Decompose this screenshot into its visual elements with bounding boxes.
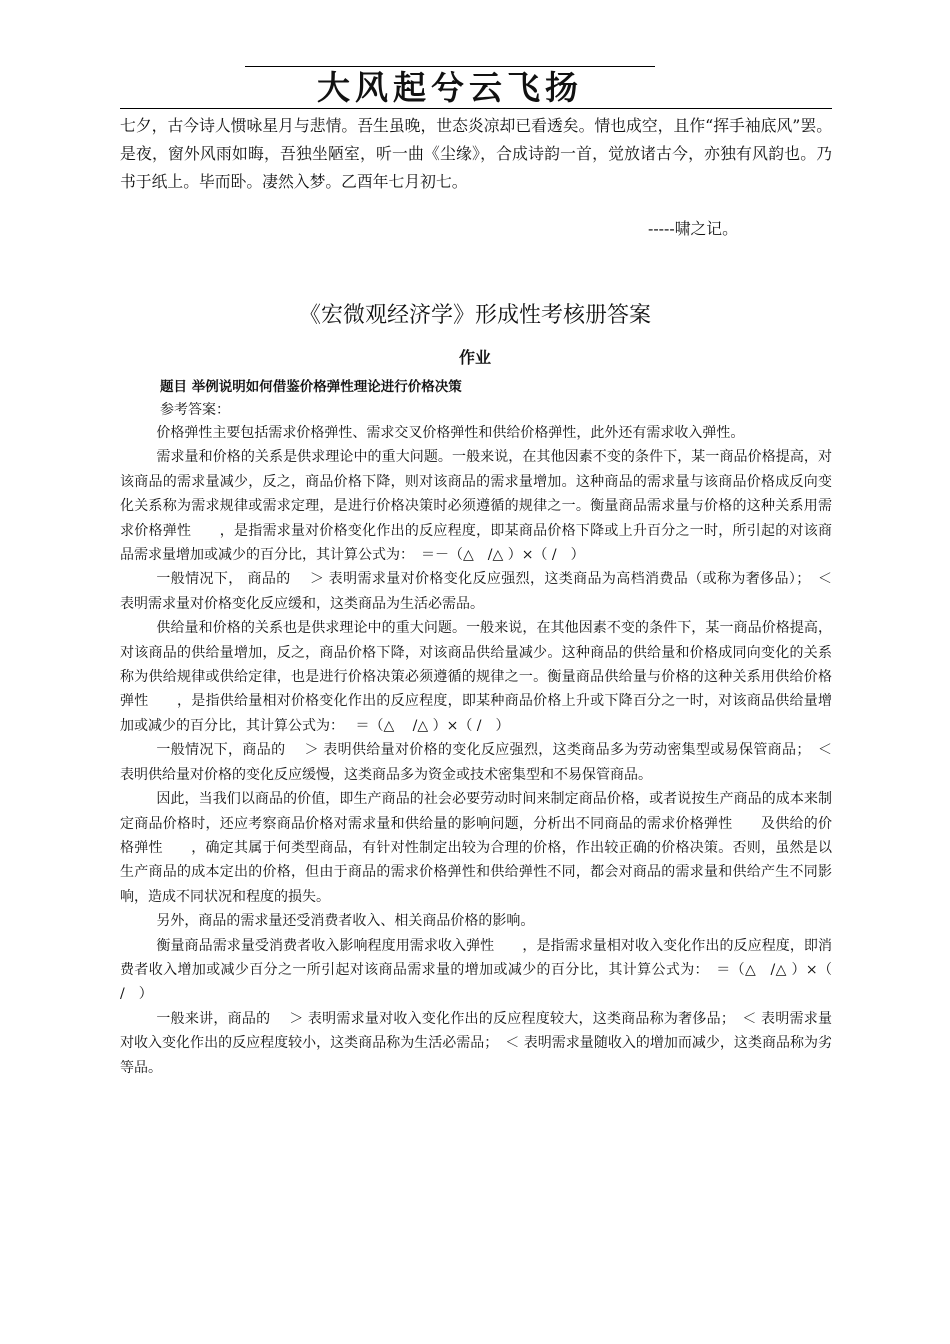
answer-paragraph-5: 一般情况下，商品的 ＞ 表明供给量对价格的变化反应强烈，这类商品多为劳动密集型或易保管商品； ＜ 表明供给量对价格的变化反应缓慢，这类商品多为资金或技术密集型和不易保管商品。 bbox=[120, 742, 832, 783]
section-title: 作业 bbox=[458, 348, 491, 367]
answer-paragraph-9: 一般来讲，商品的 ＞ 表明需求量对收入变化作出的反应程度较大，这类商品称为奢侈品； ＜ 表明需求量对收入变化作出的反应程度较小，这类商品称为生活必需品； ＜ 表明需求量随收入的增加而减少，这类商品称为劣等品。 bbox=[120, 1010, 832, 1076]
intro-paragraph: 七夕，古今诗人惯咏星月与悲情。吾生虽晚，世态炎凉却已看透矣。情也成空，且作“挥手袖底风”罢。是夜，窗外风雨如晦，吾独坐陋室，听一曲《尘缘》，合成诗韵一首，觉放诸古今，亦独有风韵也。乃书于纸上。毕而卧。凄然入梦。乙酉年七月初七。 bbox=[120, 116, 832, 191]
reference-answer-label: 参考答案： bbox=[160, 402, 230, 418]
answer-paragraph-1: 价格弹性主要包括需求价格弹性、需求交叉价格弹性和供给价格弹性，此外还有需求收入弹性。 bbox=[156, 425, 745, 441]
answer-paragraph-6: 因此，当我们以商品的价值，即生产商品的社会必要劳动时间来制定商品价格，或者说按生产商品的成本来制定商品价格时，还应考察商品价格对需求量和供给量的影响问题，分析出不同商品的需求价格弹性 及供给的价格弹性 ，确定其属于何类型商品，有针对性制定出较为合理的价格，作出较正确的价格决策。否则，虽然是以生产商品的成本定出的价格，但由于商品的需求价格弹性和供给弹性不同，都会对商品的需求量和供给产生不同影响，造成不同状况和程度的损失。 bbox=[120, 791, 832, 905]
answer-paragraph-3: 一般情况下， 商品的 ＞ 表明需求量对价格变化反应强烈，这类商品为高档消费品（或称为奢侈品）； ＜ 表明需求量对价格变化反应缓和，这类商品为生活必需品。 bbox=[120, 571, 832, 612]
header-banner: 大风起兮云飞扬 bbox=[317, 68, 583, 107]
document-title: 《宏微观经济学》形成性考核册答案 bbox=[298, 303, 651, 328]
answer-body bbox=[120, 421, 832, 1080]
header-bottom-rule bbox=[120, 108, 832, 109]
answer-paragraph-2: 需求量和价格的关系是供求理论中的重大问题。一般来说，在其他因素不变的条件下，某一商品价格提高，对该商品的需求量减少，反之，商品价格下降，则对该商品的需求量增加。这种商品的需求量与该商品价格成反向变化关系称为需求规律或需求定理，是进行价格决策时必须遵循的规律之一。衡量商品需求量与价格的这种关系用需求价格弹性 ，是指需求量对价格变化作出的反应程度，即某商品价格下降或上升百分之一时，所引起的对该商品需求量增加或减少的百分比，其计算公式为： ＝－（△ /△ ）×（ / ） bbox=[120, 449, 832, 564]
question-heading: 题目 举例说明如何借鉴价格弹性理论进行价格决策 bbox=[160, 379, 462, 395]
answer-paragraph-4: 供给量和价格的关系也是供求理论中的重大问题。一般来说，在其他因素不变的条件下，某一商品价格提高，对该商品的供给量增加，反之，商品价格下降，对该商品供给量减少。这种商品的供给量和价格成同向变化的关系称为供给规律或供给定律，也是进行价格决策必须遵循的规律之一。衡量商品供给量与价格的这种关系用供给价格弹性 ，是指供给量相对价格变化作出的反应程度，即某种商品价格上升或下降百分之一时，对该商品供给量增加或减少的百分比，其计算公式为： ＝（△ /△ ）×（ / ） bbox=[120, 620, 832, 734]
intro-signature: -----啸之记。 bbox=[648, 219, 738, 238]
header-top-rule bbox=[245, 66, 655, 67]
answer-paragraph-8: 衡量商品需求量受消费者收入影响程度用需求收入弹性 ，是指需求量相对收入变化作出的反应程度，即消费者收入增加或减少百分之一所引起对该商品需求量的增加或减少的百分比，其计算公式为： ＝（△ /△ ）×（ / ） bbox=[120, 937, 832, 1003]
answer-paragraph-7: 另外，商品的需求量还受消费者收入、相关商品价格的影响。 bbox=[156, 913, 535, 930]
